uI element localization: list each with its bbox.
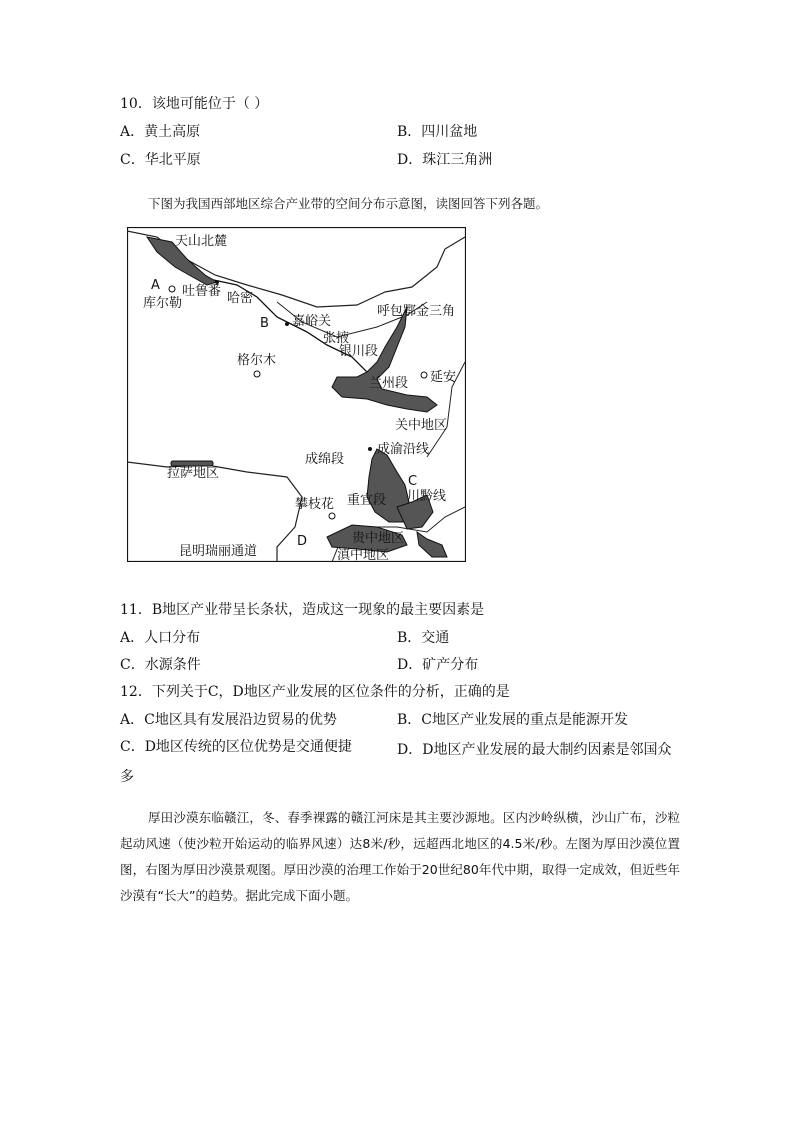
label-yinchuan: 银川段 (339, 344, 379, 359)
industry-belt-map (127, 227, 466, 562)
label-kuerle: 库尔勒 (143, 296, 183, 311)
label-b: B (260, 316, 269, 331)
label-hami: 哈密 (227, 291, 254, 306)
q11-option-d: D．矿产分布 (397, 657, 479, 673)
label-geermu: 格尔木 (237, 353, 277, 368)
label-chongyi: 重宜段 (347, 493, 387, 508)
city-kuerle-marker (169, 286, 175, 292)
city-chengmian-marker (368, 447, 372, 451)
q10-option-b: B．四川盆地 (397, 124, 478, 140)
label-chengmian: 成绵段 (305, 452, 345, 467)
label-dianzhong: 滇中地区 (337, 548, 390, 562)
q10-option-d: D．珠江三角洲 (397, 152, 493, 168)
question-11-stem: 11．B地区产业带呈长条状，造成这一现象的最主要因素是 (120, 602, 485, 618)
city-yanan-marker (421, 372, 427, 378)
label-zhangye: 张掖 (323, 331, 350, 346)
map-intro-text: 下图为我国西部地区综合产业带的空间分布示意图，读图回答下列各题。 (148, 196, 549, 211)
q11-option-b: B．交通 (397, 630, 450, 646)
question-10-stem: 10．该地可能位于（ ） (120, 96, 269, 112)
q12-option-a: A．C地区具有发展沿边贸易的优势 (120, 712, 337, 728)
label-yanan: 延安 (430, 370, 457, 385)
city-geermu-marker (254, 371, 260, 377)
city-panzhihua-marker (329, 513, 335, 519)
label-d: D (297, 534, 308, 549)
label-jiayuguan: 嘉峪关 (292, 314, 332, 329)
label-tianshan: 天山北麓 (175, 234, 228, 249)
q12-option-c: C．D地区传统的区位优势是交通便捷 (120, 739, 352, 755)
label-kunming: 昆明瑞丽通道 (179, 544, 258, 559)
label-tulufan: 吐鲁番 (182, 284, 222, 299)
q10-option-a: A．黄土高原 (120, 124, 201, 140)
label-panzhihua: 攀枝花 (295, 497, 335, 512)
label-c: C (408, 474, 418, 489)
q12-option-b: B．C地区产业发展的重点是能源开发 (397, 712, 628, 728)
q11-option-a: A．人口分布 (120, 630, 201, 646)
label-chuanqian: 川黔线 (407, 489, 447, 504)
city-jiayuguan-marker (285, 322, 289, 326)
label-a: A (151, 278, 160, 293)
q11-option-c: C．水源条件 (120, 657, 201, 673)
label-chengyu: 成渝沿线 (377, 442, 430, 457)
question-12-stem: 12．下列关于C，D地区产业发展的区位条件的分析，正确的是 (120, 684, 510, 700)
label-lasa: 拉萨地区 (167, 466, 220, 481)
label-qianzhong: 贵中地区 (352, 531, 405, 546)
desert-passage: 厚田沙漠东临赣江，冬、春季裸露的赣江河床是其主要沙源地。区内沙岭纵横，沙山广布，沙粒起动风速（使沙粒开始运动的临界风速）达8米/秒，远超西北地区的4.5米/秒。左图为厚田沙漠位置图，右图为厚田沙漠景观图。厚田沙漠的治理工作始于20世纪80年代中期，取得一定成效，但近些年沙漠有“长大”的趋势。据此完成下面小题。 (120, 810, 680, 903)
q10-option-c: C．华北平原 (120, 152, 201, 168)
label-lanzhou: 兰州段 (369, 376, 409, 391)
q12-option-d: D．D地区产业发展的最大制约因素是邻国众多 (120, 742, 672, 785)
label-guanzhong: 关中地区 (395, 418, 448, 433)
label-hubao: 呼包鄂金三角 (377, 304, 456, 319)
